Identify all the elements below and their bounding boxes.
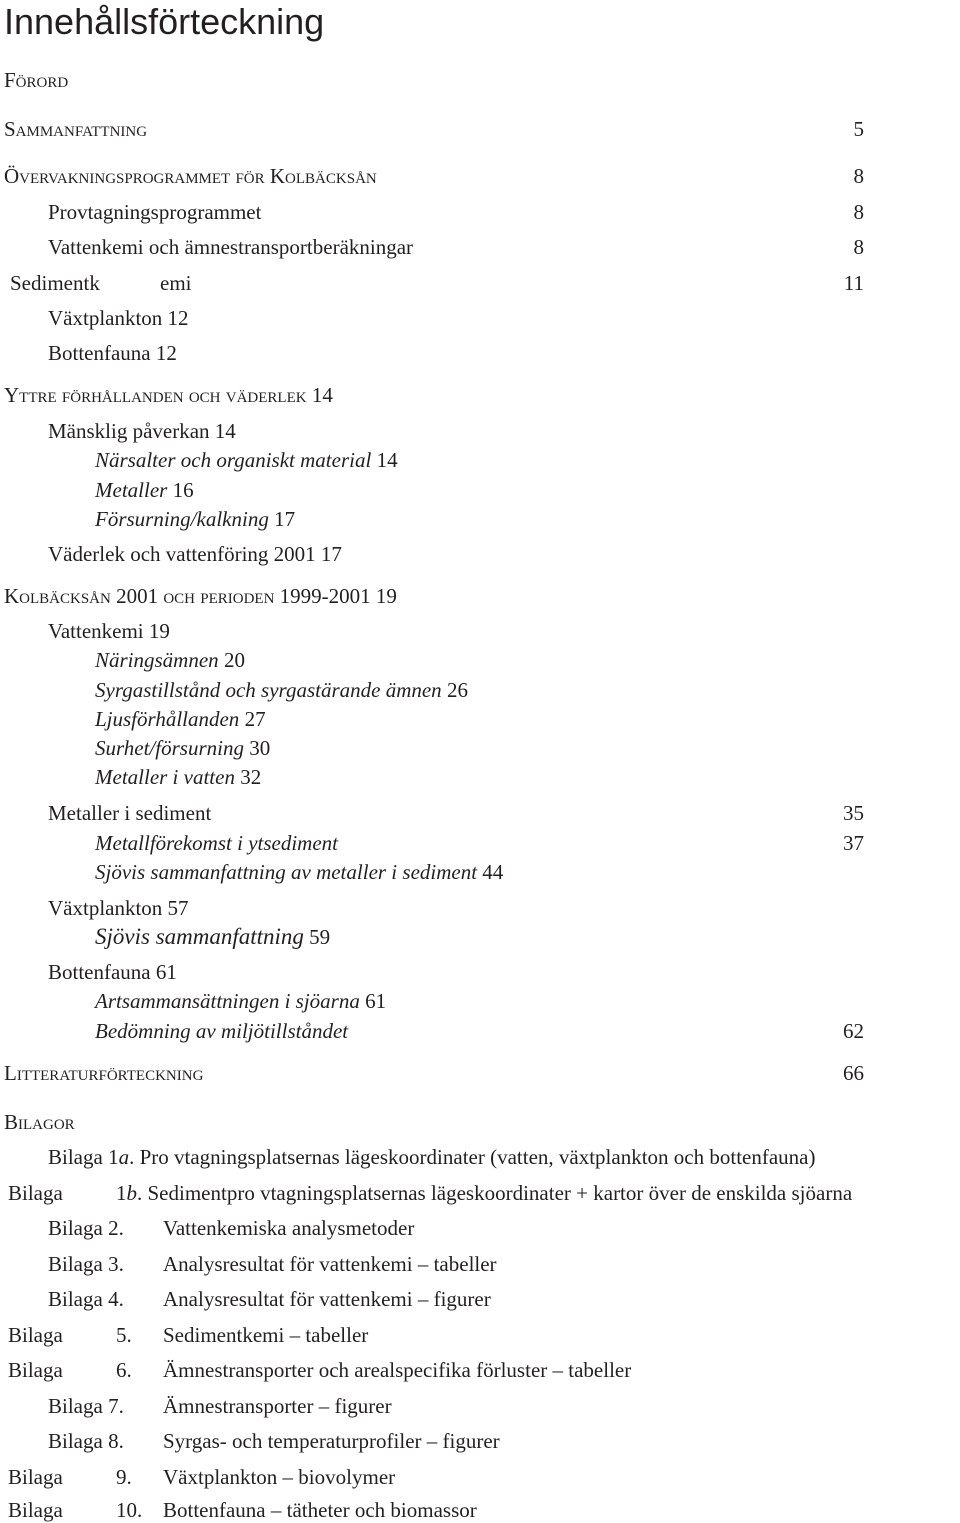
- toc-bottenfauna-2: Bottenfauna 61: [48, 960, 177, 984]
- toc-vattenkemi: Vattenkemi 19: [48, 619, 170, 643]
- toc-artsamman: [95, 988, 386, 1014]
- appendix-prefix: Bilaga 2.: [48, 1216, 124, 1240]
- appendix-text-a: . Sedimentpro: [137, 1181, 255, 1205]
- toc-yttre-label: Yttre förhållanden och väderlek: [4, 383, 307, 407]
- toc-page-number: 19: [375, 584, 397, 608]
- appendix-text-b: vtagningsplatsernas lägeskoordinater + kartor över de enskilda sjöarna: [260, 1181, 853, 1205]
- toc-page-number: 66: [843, 1061, 864, 1085]
- toc-bedomning: Bedömning av miljötillståndet: [95, 1019, 349, 1043]
- toc-vaderlek: Väderlek och vattenföring 2001 17: [48, 542, 342, 566]
- toc-page-number: 8: [853, 235, 864, 259]
- toc-page-number: 61: [365, 989, 387, 1013]
- toc-page-number: 37: [843, 831, 864, 855]
- toc-vaxtplankton-2: Växtplankton 57: [48, 896, 189, 920]
- appendix-suffix: a: [118, 1145, 130, 1169]
- toc-vaxtplankton: Växtplankton 12: [48, 306, 189, 330]
- toc-forord: Förord: [4, 68, 69, 92]
- toc-syrgas-label: Syrgastillstånd och syrgastärande ämnen: [95, 678, 442, 702]
- toc-page-number: 27: [244, 707, 266, 731]
- toc-sjovis: [95, 924, 330, 950]
- appendix-number: 1: [108, 1145, 119, 1169]
- toc-yttre: [4, 382, 333, 408]
- appendix-number: 1: [116, 1181, 127, 1205]
- appendix-text: Sedimentkemi – tabeller: [163, 1323, 369, 1347]
- appendix-prefix: Bilaga 3.: [48, 1252, 124, 1276]
- appendix-number: 5.: [116, 1323, 132, 1347]
- appendix-prefix: Bilaga: [48, 1145, 103, 1169]
- toc-provtagning: Provtagningsprogrammet: [48, 200, 262, 224]
- toc-page-number: 8: [853, 164, 864, 188]
- toc-forsurning: [95, 506, 295, 532]
- appendix-number: 10.: [116, 1498, 143, 1522]
- toc-naringsamnen-label: Näringsämnen: [95, 648, 219, 672]
- appendix-text: Växtplankton – biovolymer: [163, 1465, 396, 1489]
- appendix-text: Syrgas- och temperaturprofiler – figurer: [163, 1429, 500, 1453]
- appendix-prefix: Bilaga: [8, 1358, 63, 1382]
- appendix-1b: [116, 1180, 852, 1206]
- toc-page-number: 20: [223, 648, 245, 672]
- appendix-text: Analysresultat för vattenkemi – figurer: [163, 1287, 491, 1311]
- appendix-prefix: Bilaga 8.: [48, 1429, 124, 1453]
- appendix-prefix: Bilaga: [8, 1323, 63, 1347]
- appendix-text: Ämnestransporter – figurer: [163, 1394, 392, 1418]
- toc-metaller-vatten-label: Metaller i vatten: [95, 765, 235, 789]
- toc-kolbacksan: [4, 583, 397, 609]
- toc-page-number: 32: [240, 765, 262, 789]
- toc-litteratur: Litteraturförteckning: [4, 1061, 204, 1085]
- appendix-number: 6.: [116, 1358, 132, 1382]
- appendix-prefix: Bilaga: [8, 1465, 63, 1489]
- toc-page-number: 17: [274, 507, 296, 531]
- toc-ljus: [95, 706, 266, 732]
- appendix-number: 9.: [116, 1465, 132, 1489]
- toc-metaller-vatten: [95, 764, 261, 790]
- toc-page-number: 30: [249, 736, 271, 760]
- toc-metallforekomst: Metallförekomst i ytsediment: [95, 831, 338, 855]
- toc-page-number: 11: [843, 271, 864, 295]
- toc-metaller-label: Metaller: [95, 478, 168, 502]
- toc-narsalter-label: Närsalter och organiskt material: [95, 448, 372, 472]
- appendix-text: Vattenkemiska analysmetoder: [163, 1216, 415, 1240]
- toc-artsamman-label: Artsammansättningen i sjöarna: [95, 989, 360, 1013]
- toc-metaller-sediment: Metaller i sediment: [48, 801, 212, 825]
- toc-sammanfattning: Sammanfattning: [4, 117, 148, 141]
- toc-surhet-label: Surhet/försurning: [95, 736, 244, 760]
- toc-page-number: 35: [843, 801, 864, 825]
- toc-syrgas: [95, 677, 468, 703]
- toc-metaller: [95, 477, 194, 503]
- toc-sjovis-metaller: [95, 859, 503, 885]
- appendix-text: Ämnestransporter och arealspecifika förluster – tabeller: [163, 1358, 632, 1382]
- toc-page-number: 16: [172, 478, 194, 502]
- toc-page-number: 59: [309, 925, 331, 949]
- toc-bottenfauna: Bottenfauna 12: [48, 341, 177, 365]
- toc-page-number: 62: [843, 1019, 864, 1043]
- toc-page-number: 44: [482, 860, 504, 884]
- toc-page-number: 5: [853, 117, 864, 141]
- toc-naringsamnen: [95, 647, 245, 673]
- toc-narsalter: [95, 447, 398, 473]
- toc-page-number: 14: [376, 448, 398, 472]
- appendix-text-a: . Pro: [129, 1145, 169, 1169]
- toc-manskligt: Mänsklig påverkan 14: [48, 419, 236, 443]
- appendix-prefix: Bilaga 4.: [48, 1287, 124, 1311]
- toc-surhet: [95, 735, 270, 761]
- toc-forsurning-label: Försurning/kalkning: [95, 507, 269, 531]
- toc-overvakning: Övervakningsprogrammet för Kolbäcksån: [4, 164, 377, 188]
- appendix-text: Analysresultat för vattenkemi – tabeller: [163, 1252, 497, 1276]
- appendix-text-b: vtagningsplatsernas lägeskoordinater (vatten, växtplankton och bottenfauna): [174, 1145, 816, 1169]
- appendix-text: Bottenfauna – tätheter och biomassor: [163, 1498, 477, 1522]
- appendix-prefix: Bilaga 7.: [48, 1394, 124, 1418]
- toc-page-number: 14: [311, 383, 333, 407]
- toc-sedimentkemi-b: emi: [160, 271, 192, 295]
- toc-sjovis-label: Sjövis sammanfattning: [95, 924, 304, 949]
- toc-sjovis-metaller-label: Sjövis sammanfattning av metaller i sediment: [95, 860, 478, 884]
- appendix-1b-prefix: Bilaga: [8, 1181, 63, 1205]
- appendix-suffix: b: [126, 1181, 137, 1205]
- toc-page-number: 26: [446, 678, 468, 702]
- appendix-prefix: Bilaga: [8, 1498, 63, 1522]
- toc-kolbacksan-label: Kolbäcksån 2001 och perioden 1999-2001: [4, 584, 371, 608]
- appendix-1a: [48, 1144, 815, 1170]
- toc-page-number: 8: [853, 200, 864, 224]
- toc-vattenkemi-amnestransport: Vattenkemi och ämnestransportberäkningar: [48, 235, 414, 259]
- page-title: Innehållsförteckning: [4, 1, 325, 42]
- toc-sedimentkemi-a: Sedimentk: [10, 271, 100, 295]
- toc-ljus-label: Ljusförhållanden: [95, 707, 240, 731]
- toc-bilagor: Bilagor: [4, 1110, 75, 1134]
